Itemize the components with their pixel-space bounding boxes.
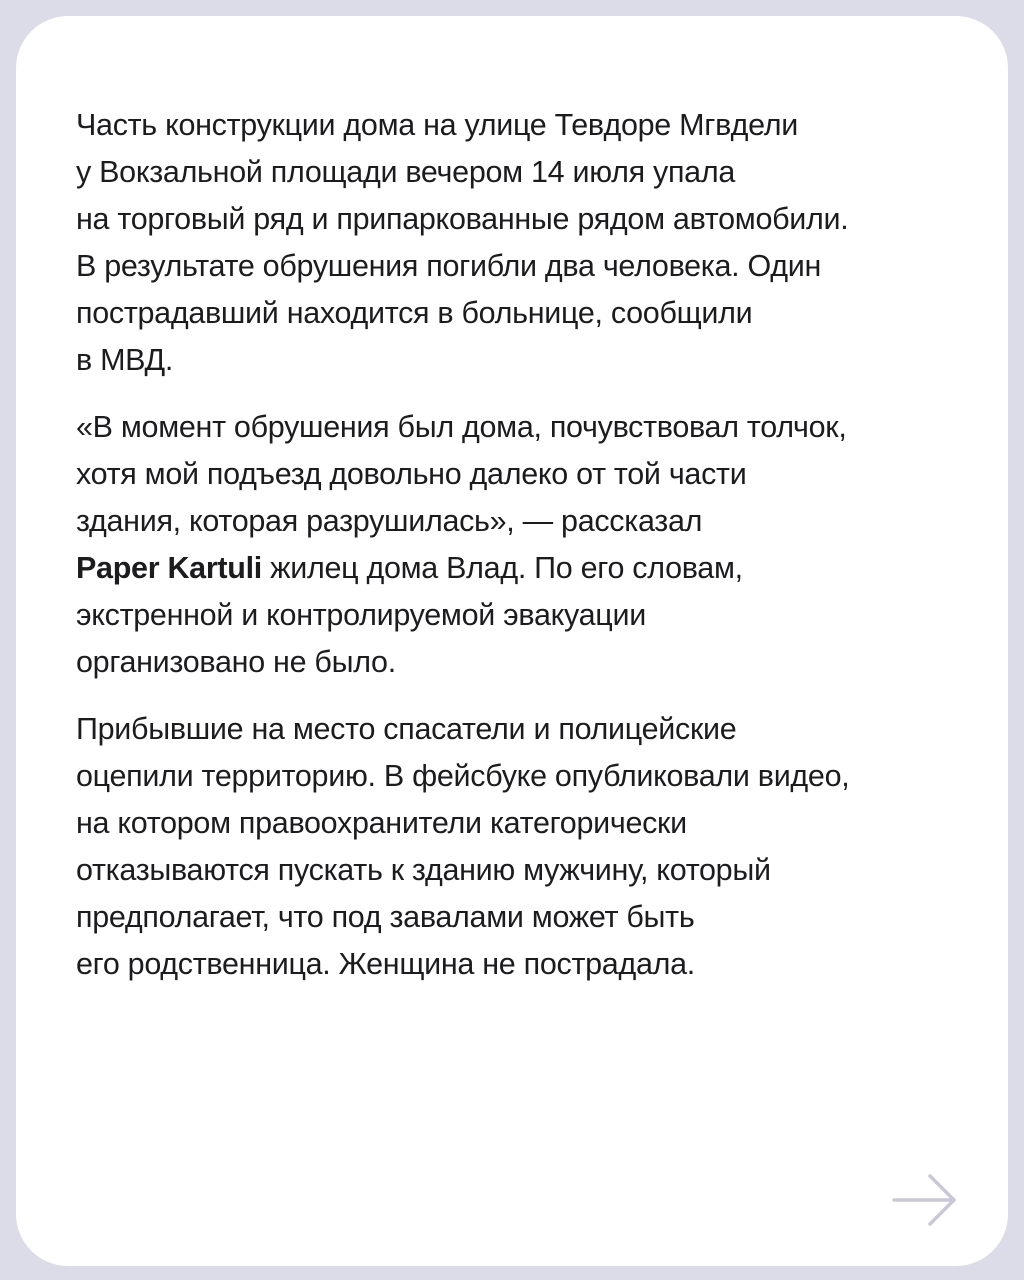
text-fragment: жилец дома Влад. По его словам, bbox=[261, 551, 743, 585]
text-line-with-source bbox=[76, 545, 976, 592]
source-name: Paper Kartuli bbox=[76, 551, 262, 585]
text-line: на котором правоохранители категорически bbox=[76, 806, 687, 840]
text-line: его родственница. Женщина не пострадала. bbox=[76, 947, 695, 981]
article-card bbox=[16, 16, 1008, 1266]
text-line: пострадавший находится в больнице, сообщили bbox=[76, 296, 753, 330]
arrow-right-icon bbox=[892, 1174, 958, 1226]
text-line: В результате обрушения погибли два человека. Один bbox=[76, 249, 822, 283]
text-line: «В момент обрушения был дома, почувствовал толчок, bbox=[76, 410, 847, 444]
text-line: здания, которая разрушилась», — рассказал bbox=[76, 504, 703, 538]
text-line: на торговый ряд и припаркованные рядом автомобили. bbox=[76, 202, 849, 236]
text-line: организовано не было. bbox=[76, 645, 396, 679]
text-line: в МВД. bbox=[76, 343, 174, 377]
text-line: Часть конструкции дома на улице Тевдоре Мгвдели bbox=[76, 108, 799, 142]
text-line: Прибывшие на место спасатели и полицейские bbox=[76, 712, 737, 746]
text-line: экстренной и контролируемой эвакуации bbox=[76, 598, 646, 632]
article-text bbox=[76, 102, 976, 1008]
text-line: отказываются пускать к зданию мужчину, который bbox=[76, 853, 771, 887]
text-line: у Вокзальной площади вечером 14 июля упала bbox=[76, 155, 735, 189]
paragraph-2 bbox=[76, 404, 976, 686]
paragraph-3 bbox=[76, 706, 976, 988]
text-line: предполагает, что под завалами может быть bbox=[76, 900, 695, 934]
paragraph-1 bbox=[76, 102, 976, 384]
text-line: оцепили территорию. В фейсбуке опубликовали видео, bbox=[76, 759, 850, 793]
text-line: хотя мой подъезд довольно далеко от той части bbox=[76, 457, 747, 491]
next-page-button[interactable] bbox=[892, 1174, 958, 1226]
